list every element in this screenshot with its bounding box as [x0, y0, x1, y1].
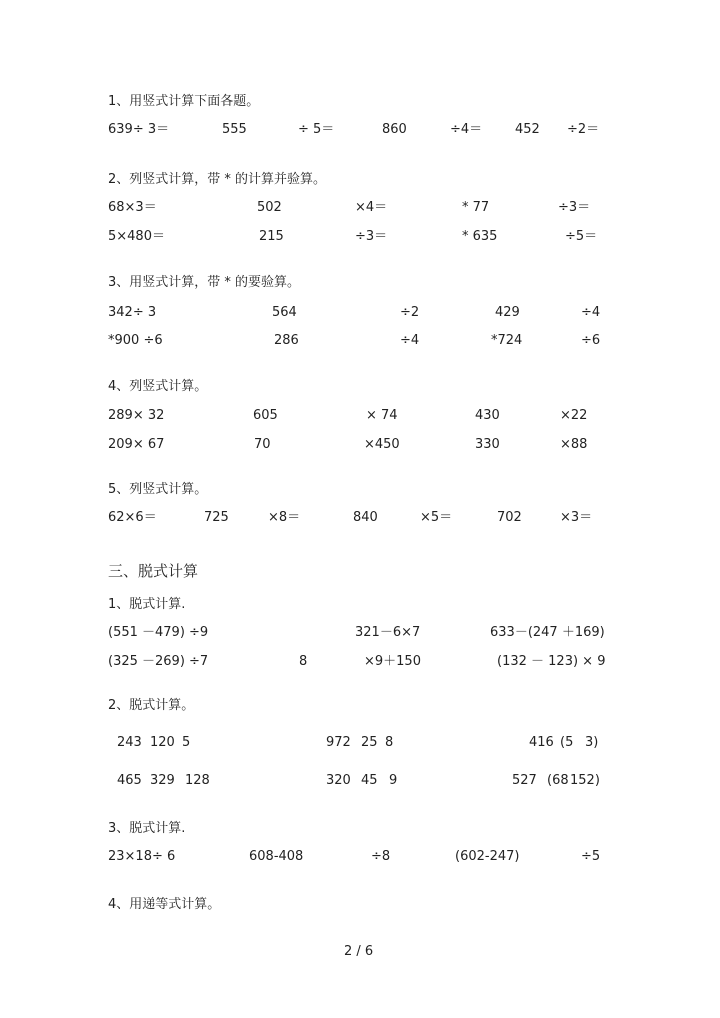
- p2-item: 972: [326, 735, 351, 750]
- q3-item: *900 ÷6: [108, 333, 163, 348]
- q1-heading: 1、用竖式计算下面各题。: [108, 94, 260, 109]
- q4-item: × 74: [366, 408, 398, 423]
- q3-item: ÷2: [400, 305, 420, 320]
- p3-item: (602-247): [455, 849, 520, 864]
- q4-item: 70: [254, 437, 271, 452]
- q5-item: 702: [497, 510, 522, 525]
- p1-item: (325 －269) ÷7: [108, 654, 209, 669]
- p1-heading: 1、脱式计算.: [108, 597, 186, 612]
- q1-item: 555: [222, 122, 247, 137]
- q3-item: 342÷ 3: [108, 305, 157, 320]
- p4-heading: 4、用递等式计算。: [108, 897, 221, 912]
- q2-item: 215: [259, 229, 284, 244]
- p3-item: ÷8: [371, 849, 391, 864]
- p1-item: 633－(247 ＋169): [490, 625, 605, 640]
- q1-item: 639÷ 3＝: [108, 122, 170, 137]
- p1-item: (132 － 123) × 9: [497, 654, 606, 669]
- q4-item: 209× 67: [108, 437, 165, 452]
- q1-item: 860: [382, 122, 407, 137]
- q4-item: 605: [253, 408, 278, 423]
- q3-item: *724: [491, 333, 523, 348]
- page-number: 2 / 6: [344, 944, 374, 959]
- p1-item: (551 －479) ÷9: [108, 625, 209, 640]
- q5-item: ×8＝: [268, 510, 301, 525]
- q3-item: ÷4: [400, 333, 420, 348]
- p2-item: 120: [150, 735, 175, 750]
- q2-item: ×4＝: [355, 200, 388, 215]
- q5-item: ×5＝: [420, 510, 453, 525]
- q2-item: * 635: [462, 229, 498, 244]
- q2-heading: 2、列竖式计算，带 * 的计算并验算。: [108, 172, 327, 187]
- q2-item: 5×480＝: [108, 229, 165, 244]
- p2-item: 45: [361, 773, 378, 788]
- p2-heading: 2、脱式计算。: [108, 698, 195, 713]
- p1-item: 321－6×7: [355, 625, 421, 640]
- p2-item: 416: [529, 735, 554, 750]
- q1-item: ÷ 5＝: [298, 122, 335, 137]
- p1-item: 8: [299, 654, 308, 669]
- q1-item: 452: [515, 122, 540, 137]
- p1-item: ×9＋150: [364, 654, 421, 669]
- q5-item: 725: [204, 510, 229, 525]
- p2-item: 527: [512, 773, 537, 788]
- q4-item: 430: [475, 408, 500, 423]
- q4-item: ×88: [560, 437, 588, 452]
- q2-item: ÷5＝: [565, 229, 598, 244]
- p2-item: 329: [150, 773, 175, 788]
- p2-item: 465: [117, 773, 142, 788]
- p2-item: 128: [185, 773, 210, 788]
- q2-item: 68×3＝: [108, 200, 157, 215]
- q3-item: ÷6: [581, 333, 601, 348]
- p3-item: 608-408: [249, 849, 304, 864]
- q2-item: * 77: [462, 200, 490, 215]
- q5-item: ×3＝: [560, 510, 593, 525]
- p3-heading: 3、脱式计算.: [108, 821, 186, 836]
- q1-item: ÷4＝: [450, 122, 483, 137]
- q4-item: ×22: [560, 408, 588, 423]
- section-title: 三、脱式计算: [108, 562, 199, 580]
- q3-item: 564: [272, 305, 297, 320]
- q2-item: ÷3＝: [355, 229, 388, 244]
- p2-item: 320: [326, 773, 351, 788]
- p2-item: (5: [560, 735, 574, 750]
- q4-heading: 4、列竖式计算。: [108, 379, 208, 394]
- q5-item: 840: [353, 510, 378, 525]
- p2-item: 152): [570, 773, 600, 788]
- p2-item: 243: [117, 735, 142, 750]
- q1-item: ÷2＝: [567, 122, 600, 137]
- q3-item: 286: [274, 333, 299, 348]
- q3-item: 429: [495, 305, 520, 320]
- p2-item: (68: [547, 773, 569, 788]
- q5-item: 62×6＝: [108, 510, 157, 525]
- q3-heading: 3、用竖式计算，带 * 的要验算。: [108, 275, 301, 290]
- q4-item: 289× 32: [108, 408, 165, 423]
- q4-item: 330: [475, 437, 500, 452]
- p2-item: 3): [585, 735, 599, 750]
- q4-item: ×450: [364, 437, 400, 452]
- p2-item: 5: [182, 735, 191, 750]
- p3-item: 23×18÷ 6: [108, 849, 176, 864]
- q2-item: ÷3＝: [558, 200, 591, 215]
- q5-heading: 5、列竖式计算。: [108, 482, 208, 497]
- q2-item: 502: [257, 200, 282, 215]
- q3-item: ÷4: [581, 305, 601, 320]
- p3-item: ÷5: [581, 849, 601, 864]
- p2-item: 25: [361, 735, 378, 750]
- p2-item: 9: [389, 773, 398, 788]
- p2-item: 8: [385, 735, 394, 750]
